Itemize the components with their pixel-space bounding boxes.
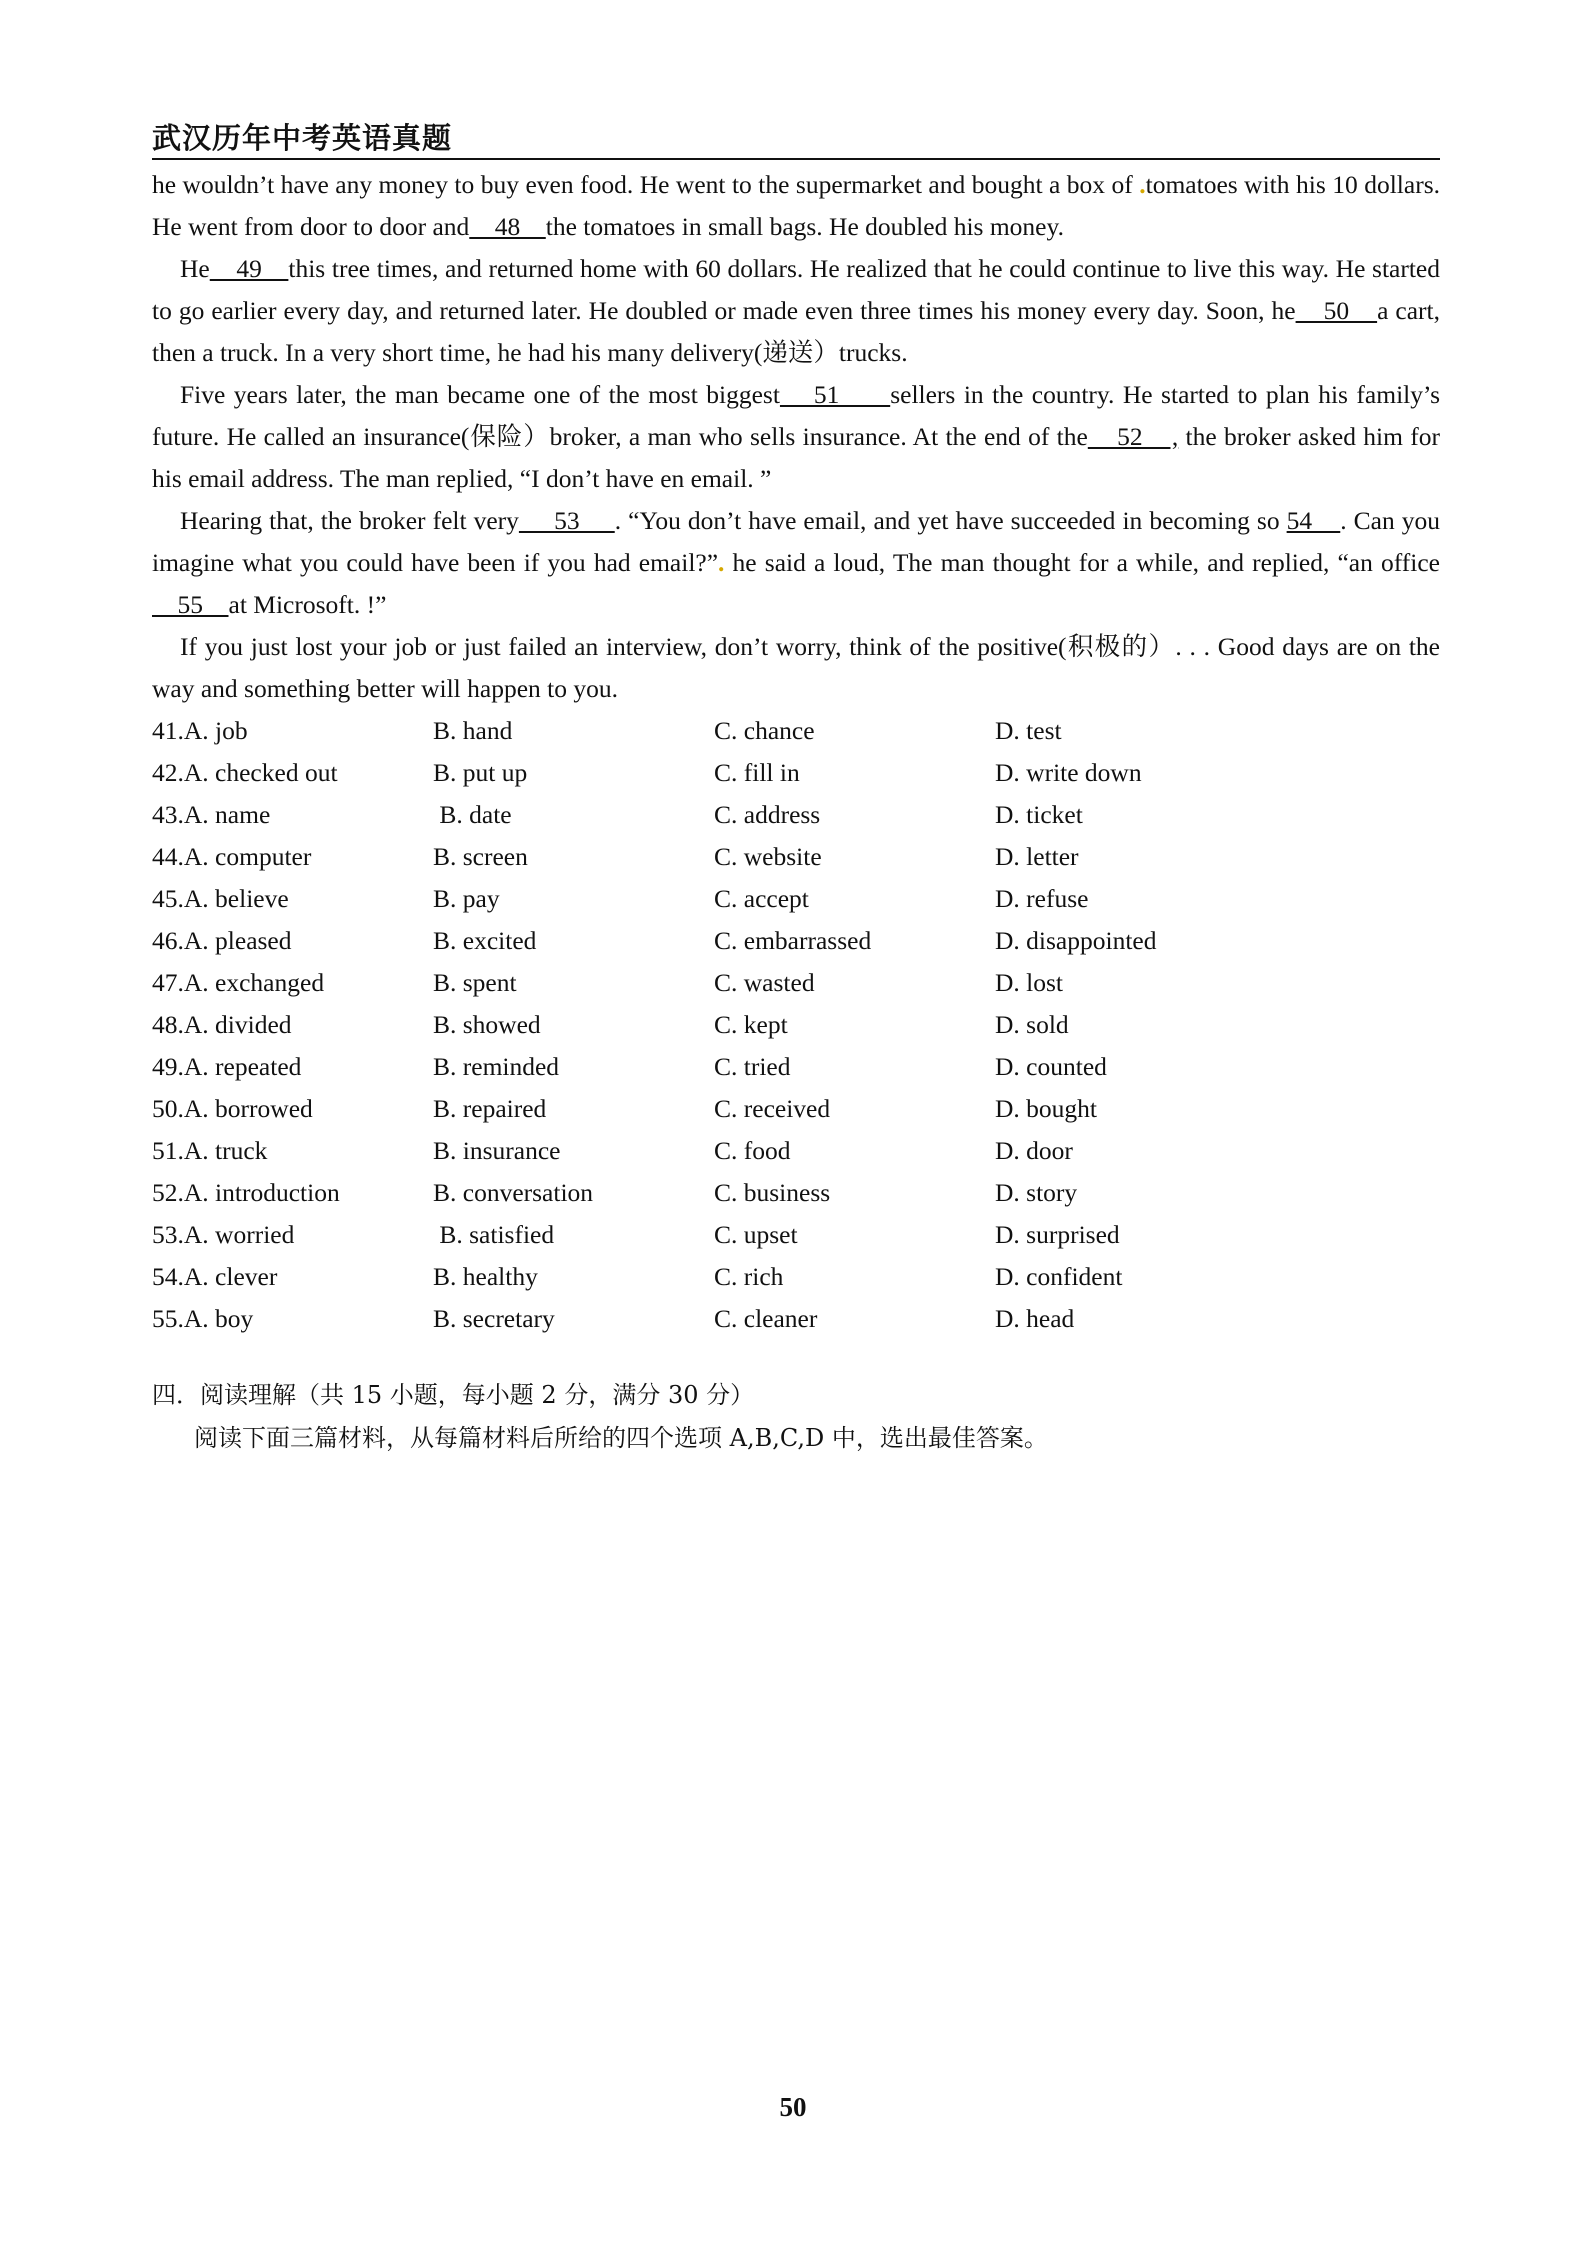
passage-text: at Microsoft. !” — [228, 590, 387, 619]
option-b: B. healthy — [433, 1262, 538, 1291]
answer-options — [152, 710, 1440, 1340]
option-row — [152, 878, 1440, 920]
passage-paragraph — [152, 500, 1440, 626]
option-row — [152, 1130, 1440, 1172]
option-a: 49.A. repeated — [152, 1052, 302, 1081]
section-heading: 四．阅读理解（共 15 小题，每小题 2 分，满分 30 分） — [152, 1381, 755, 1409]
option-c: C. upset — [714, 1220, 798, 1249]
highlight-mark: . — [1139, 170, 1146, 199]
passage-paragraph — [152, 164, 1440, 248]
passage-paragraph — [152, 248, 1440, 374]
passage-text: he wouldn’t have any money to buy even food. He went to the supermarket and bought a box of — [152, 170, 1140, 199]
passage-text: sellers in the country. He started to plan his family’s future. He called an insurance(保险）broker, a man who sells insurance. At the end of the — [152, 380, 1441, 451]
option-c: C. tried — [714, 1052, 791, 1081]
option-row — [152, 1004, 1440, 1046]
passage-paragraph — [152, 374, 1440, 500]
option-row — [152, 1214, 1440, 1256]
passage-text: a cart, then a truck. In a very short time, he had his many delivery(递送）trucks. — [152, 296, 1441, 367]
header-title: 武汉历年中考英语真题 — [152, 121, 453, 155]
option-d: D. door — [995, 1136, 1073, 1165]
option-a: 50.A. borrowed — [152, 1094, 313, 1123]
option-d: D. head — [995, 1304, 1075, 1333]
option-d: D. test — [995, 716, 1062, 745]
option-c: C. business — [714, 1178, 831, 1207]
option-c: C. website — [714, 842, 822, 871]
option-c: C. wasted — [714, 968, 815, 997]
option-d: D. lost — [995, 968, 1064, 997]
option-c: C. received — [714, 1094, 831, 1123]
option-a: 43.A. name — [152, 800, 271, 829]
option-b: B. date — [433, 800, 512, 829]
option-row — [152, 710, 1440, 752]
answer-blank: 51 — [779, 380, 891, 409]
highlight-mark: . — [718, 548, 725, 577]
option-b: B. hand — [433, 716, 513, 745]
passage-paragraph — [152, 626, 1440, 710]
option-c: C. fill in — [714, 758, 800, 787]
option-b: B. pay — [433, 884, 500, 913]
option-b: B. spent — [433, 968, 517, 997]
option-c: C. accept — [714, 884, 809, 913]
option-a: 42.A. checked out — [152, 758, 338, 787]
option-b: B. excited — [433, 926, 537, 955]
option-c: C. chance — [714, 716, 815, 745]
document-page — [152, 118, 1440, 1460]
option-row — [152, 1298, 1440, 1340]
option-b: B. satisfied — [433, 1220, 555, 1249]
option-d: D. confident — [995, 1262, 1123, 1291]
passage-text: Five years later, the man became one of the most biggest — [180, 380, 780, 409]
option-b: B. secretary — [433, 1304, 555, 1333]
answer-blank: 48 — [469, 212, 546, 241]
passage-text: . Can you imagine what you could have been if you had email?” — [152, 506, 1441, 577]
option-b: B. conversation — [433, 1178, 594, 1207]
option-row — [152, 752, 1440, 794]
option-row — [152, 1256, 1440, 1298]
option-row — [152, 1172, 1440, 1214]
option-c: C. cleaner — [714, 1304, 818, 1333]
option-a: 47.A. exchanged — [152, 968, 325, 997]
option-a: 51.A. truck — [152, 1136, 268, 1165]
option-b: B. showed — [433, 1010, 541, 1039]
answer-blank: 53 — [518, 506, 615, 535]
option-a: 44.A. computer — [152, 842, 312, 871]
passage-text: If you just lost your job or just failed an interview, don’t worry, think of the positive(积极的）. . . Good days are on the way and something better will happen to you. — [152, 632, 1440, 703]
option-row — [152, 836, 1440, 878]
passage — [152, 164, 1440, 710]
option-row — [152, 920, 1440, 962]
passage-text: . “You don’t have email, and yet have succeeded in becoming so — [614, 506, 1287, 535]
option-b: B. reminded — [433, 1052, 560, 1081]
passage-text: this tree times, and returned home with 60 dollars. He realized that he could continue to live this way. He started to go earlier every day, and returned later. He doubled or made even three times his money every day. Soon, he — [152, 254, 1440, 325]
option-a: 54.A. clever — [152, 1262, 278, 1291]
answer-blank: 54 — [1286, 506, 1341, 535]
option-d: D. ticket — [995, 800, 1083, 829]
passage-text: tomatoes with his 10 dollars. He went from door to door and — [152, 170, 1440, 241]
option-c: C. kept — [714, 1010, 788, 1039]
option-d: D. refuse — [995, 884, 1089, 913]
option-a: 55.A. boy — [152, 1304, 254, 1333]
option-a: 52.A. introduction — [152, 1178, 340, 1207]
answer-blank: 55 — [152, 590, 229, 619]
option-row — [152, 1088, 1440, 1130]
answer-blank: 49 — [209, 254, 289, 283]
option-a: 46.A. pleased — [152, 926, 292, 955]
answer-blank: 52 , — [1087, 422, 1179, 451]
passage-text: the tomatoes in small bags. He doubled his money. — [545, 212, 1064, 241]
option-c: C. rich — [714, 1262, 784, 1291]
option-a: 53.A. worried — [152, 1220, 295, 1249]
option-b: B. put up — [433, 758, 528, 787]
option-b: B. insurance — [433, 1136, 561, 1165]
option-d: D. letter — [995, 842, 1079, 871]
option-d: D. sold — [995, 1010, 1069, 1039]
option-row — [152, 962, 1440, 1004]
option-d: D. story — [995, 1178, 1078, 1207]
answer-blank: 50 — [1295, 296, 1378, 325]
option-c: C. food — [714, 1136, 791, 1165]
passage-text: the broker asked him for his email address. The man replied, “I don’t have en email. ” — [152, 422, 1440, 493]
section-instruction: 阅读下面三篇材料，从每篇材料后所给的四个选项 A,B,C,D 中，选出最佳答案。 — [194, 1424, 1048, 1452]
option-b: B. repaired — [433, 1094, 547, 1123]
option-a: 45.A. believe — [152, 884, 289, 913]
passage-text: Hearing that, the broker felt very — [180, 506, 519, 535]
option-d: D. bought — [995, 1094, 1097, 1123]
reading-section — [152, 1374, 1440, 1460]
header-divider — [152, 158, 1440, 160]
page-number: 50 — [779, 2092, 807, 2122]
option-d: D. surprised — [995, 1220, 1120, 1249]
option-row — [152, 794, 1440, 836]
option-a: 48.A. divided — [152, 1010, 292, 1039]
passage-text: he said a loud, The man thought for a while, and replied, “an office — [724, 548, 1440, 577]
option-row — [152, 1046, 1440, 1088]
option-c: C. embarrassed — [714, 926, 872, 955]
option-a: 41.A. job — [152, 716, 248, 745]
option-c: C. address — [714, 800, 821, 829]
option-d: D. counted — [995, 1052, 1107, 1081]
passage-text: He — [180, 254, 210, 283]
option-d: D. disappointed — [995, 926, 1157, 955]
option-d: D. write down — [995, 758, 1142, 787]
option-b: B. screen — [433, 842, 528, 871]
